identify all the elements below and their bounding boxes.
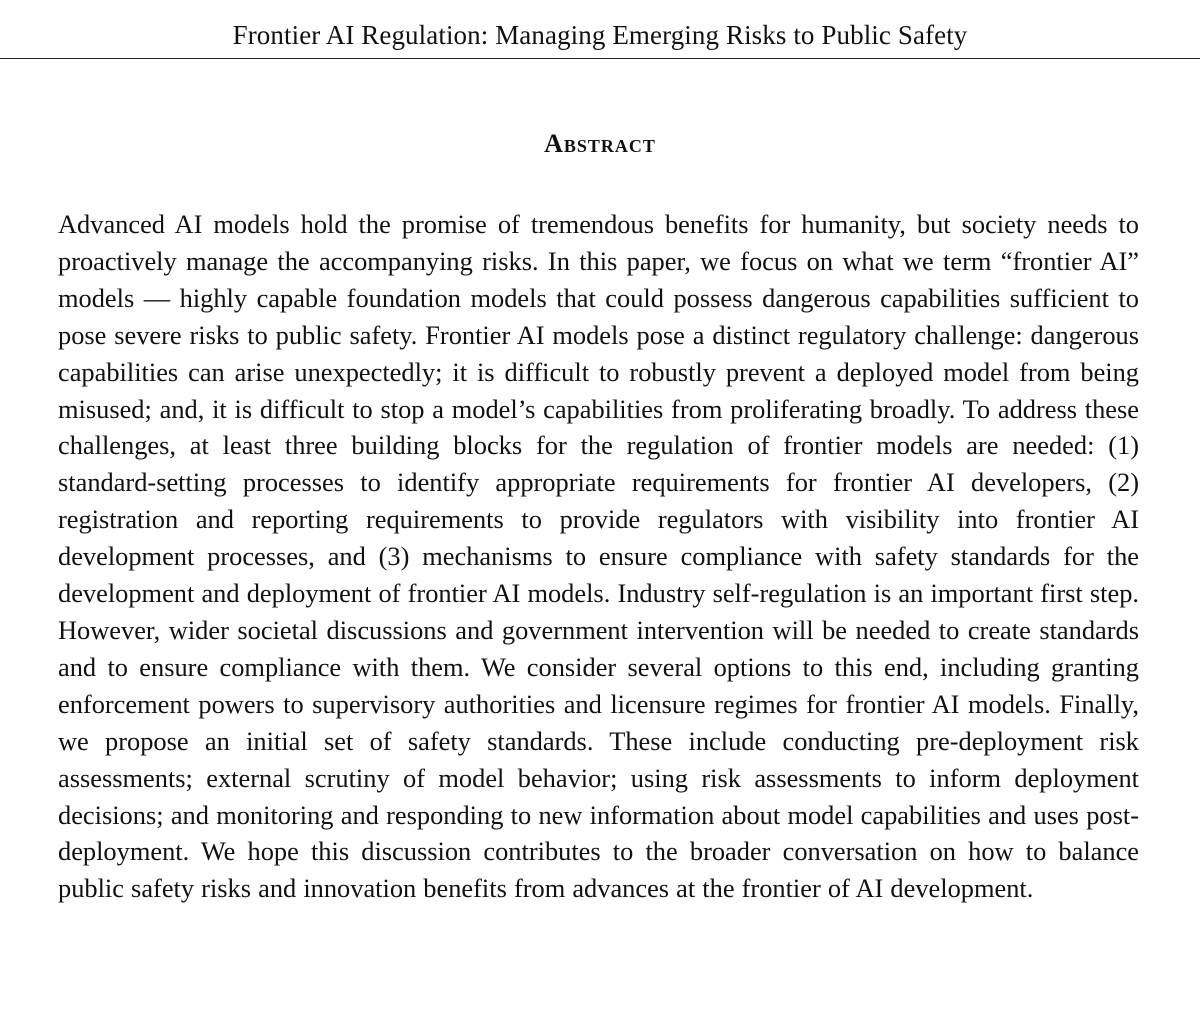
abstract-body: Advanced AI models hold the promise of tremendous benefits for humanity, but society needs to proactively manage the accompanying risks. In this paper, we focus on what we term “frontier AI” models — highly capable foundation models that could possess dangerous capabilities sufficient to pose severe risks to public safety. Frontier AI models pose a distinct regulatory challenge: dangerous capabilities can arise unexpectedly; it is difficult to robustly prevent a deployed model from being misused; and, it is difficult to stop a model’s capabilities from proliferating broadly. To address these challenges, at least three building blocks for the regulation of frontier models are needed: (1) standard-setting processes to identify appropriate requirements for frontier AI developers, (2) registration and reporting requirements to provide regulators with visibility into frontier AI development processes, and (3) mechanisms to ensure compliance with safety standards for the development and deployment of frontier AI models. Industry self-regulation is an important first step. However, wider societal discussions and government intervention will be needed to create standards and to ensure compliance with them. We consider several options to this end, including granting enforcement powers to supervisory authorities and licensure regimes for frontier AI models. Finally, we propose an initial set of safety standards. These include conducting pre-deployment risk assessments; external scrutiny of model behavior; using risk assessments to inform deployment decisions; and monitoring and responding to new information about model capabilities and uses post-deployment. We hope this discussion contributes to the broader conversation on how to balance public safety risks and innovation benefits from advances at the frontier of AI development. xyxy=(58,209,1139,904)
abstract-heading: Abstract xyxy=(544,129,656,158)
running-header-title: Frontier AI Regulation: Managing Emerging Risks to Public Safety xyxy=(232,20,968,50)
header-rule xyxy=(0,58,1200,59)
